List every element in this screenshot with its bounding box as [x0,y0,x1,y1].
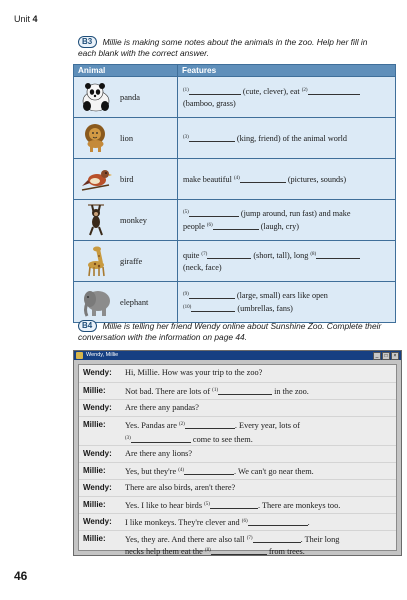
blank[interactable] [189,141,235,142]
chat-window-title: Wendy, Millie [86,352,119,358]
table-row: elephant $^{(9)}$ (large, small) ears like open $^{(10)}$ (umbrellas, fans) [74,282,396,323]
giraffe-icon [78,245,114,277]
chat-line: Wendy: I like monkeys. They're clever and $^{(6)}$ . [79,513,396,531]
table-header-row [74,65,396,77]
column-header-animal: Animal [74,65,178,77]
table-row: monkey $^{(5)}$ (jump around, run fast) and make people $^{(6)}$ (laugh, cry) [74,200,396,241]
chat-line: Millie: Yes. I like to hear birds $^{(5)}$ . There are monkeys too. [79,496,396,514]
animal-name: elephant [120,297,149,307]
chat-line: Millie: Yes, they are. And there are also tall $^{(7)}$ . Their long necks help them eat the $^{(8)}$ from trees. [79,530,396,553]
blank[interactable] [213,229,259,230]
minimize-icon[interactable]: _ [373,352,381,360]
close-icon[interactable]: × [391,352,399,360]
animal-name: giraffe [120,256,143,266]
bird-icon [78,163,114,195]
chat-window [73,350,402,556]
blank[interactable] [210,508,258,509]
panda-icon [78,81,114,113]
elephant-icon [78,286,114,318]
blank[interactable] [248,525,308,526]
blank[interactable] [308,94,360,95]
chat-line: Millie: Not bad. There are lots of $^{(1)}$ in the zoo. [79,382,396,400]
unit-number: 4 [32,14,38,24]
table-row: lion $^{(3)}$ (king, friend) of the animal world [74,118,396,159]
blank[interactable] [240,182,286,183]
chat-title-bar [74,351,401,360]
blank[interactable] [253,542,301,543]
table-row: bird make beautiful $^{(4)}$ (pictures, sounds) [74,159,396,200]
b3-instruction [78,36,385,59]
column-header-features: Features [178,65,396,77]
table-row: panda $^{(1)}$ (cute, clever), eat $^{(2)}$ (bamboo, grass) [74,77,396,118]
monkey-icon [78,204,114,236]
b4-instruction [78,320,385,343]
animal-name: bird [120,174,134,184]
chat-line: Millie: Yes, but they're $^{(4)}$ . We can't go near them. [79,462,396,480]
blank[interactable] [207,258,251,259]
unit-header [14,14,38,24]
b3-badge: B3 [78,36,97,48]
b4-badge: B4 [78,320,97,332]
maximize-icon[interactable]: □ [382,352,390,360]
blank[interactable] [131,442,191,443]
animal-features-table [73,64,396,323]
animal-name: lion [120,133,134,143]
chat-line: Wendy: There are also birds, aren't there? [79,479,396,497]
chat-app-icon [76,352,83,359]
table-row: giraffe quite $^{(7)}$ (short, tall), long $^{(8)}$ (neck, face) [74,241,396,282]
blank[interactable] [185,428,235,429]
blank[interactable] [189,94,241,95]
blank[interactable] [189,216,239,217]
blank[interactable] [184,474,234,475]
chat-line: Wendy: Hi, Millie. How was your trip to the zoo? [83,368,263,377]
chat-line: Millie: Yes. Pandas are $^{(2)}$ . Every year, lots of $^{(3)}$ come to see them. [79,416,396,446]
blank[interactable] [211,554,267,555]
blank[interactable] [191,311,235,312]
blank[interactable] [316,258,360,259]
lion-icon [78,122,114,154]
unit-label: Unit [14,14,31,24]
b4-instruction-text: Millie is telling her friend Wendy online about Sunshine Zoo. Complete their conversation with the information on page 44. [78,321,382,342]
b3-instruction-text: Millie is making some notes about the animals in the zoo. Help her fill in each blank with the correct answer. [78,37,368,58]
animal-name: panda [120,92,140,102]
chat-transcript [78,364,397,556]
animal-name: monkey [120,215,147,225]
blank[interactable] [218,394,272,395]
blank[interactable] [189,298,235,299]
chat-line: Wendy: Are there any pandas? [79,399,396,417]
page-number: 46 [14,569,28,583]
chat-line: Wendy: Are there any lions? [79,445,396,463]
